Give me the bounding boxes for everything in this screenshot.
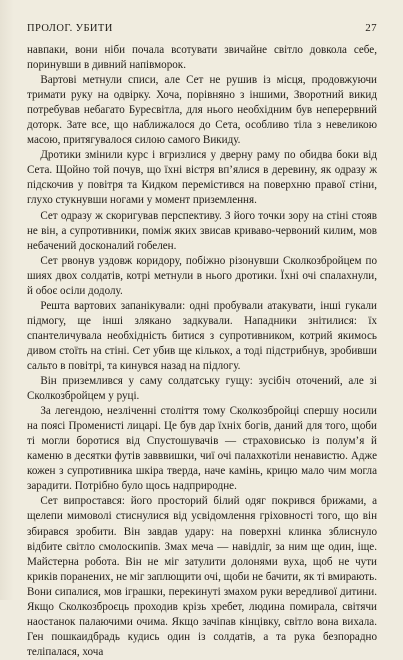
paragraph: Сет випростався: його просторий білий одяг покрився брижами, а щелепи мимоволі стиснулися від усвідомлення гріховності того, що він збирався зробити. Він завдав удару: на поверхні клинка зблиснуло відбите світло смолоскипів. Змах меча — навідліг, за ним ще один, іще. Майстерна робота. Він не міг затулити долонями вуха, щоб не чути криків поранених, не міг заплющити очі, щоби не бачити, як ті вмирають. Вони сипалися, мов іграшки, перекинуті змахом руки вередливої дитини. Якщо Сколкозброєць проходив крізь хребет, людина помирала, світячи наостанок палаючими очима. Якщо зачіпав кінцівку, світло вона вихала. Ген пошкаидбрадь кудись один із солдатів, а та рука безпорадно теліпалася, хоча (27, 495, 377, 658)
running-header (27, 22, 377, 34)
page-number: 27 (365, 22, 377, 34)
paragraph: Вартові метнули списи, але Сет не рушив із місця, продовжуючи тримати руку на одвірку. Хоча, порівняно з іншими, Зворотний викид потребував небагато Буресвітла, для нього необхідним був неперервний доторк. Зате все, що наближалося до Сета, особливо тіла з невеликою масою, притягувалося силою самого Викиду. (27, 74, 377, 147)
paragraph: За легендою, незліченні століття тому Сколкозбройці спершу носили на поясі Променисті лицарі. Це був дар їхніх богів, даний для того, щоби ті могли боротися від Спустошувачів — страховисько із полум’я й каменю в десятки футів завввишки, чиї очі палахкотіли ненавистю. Адже кожен з супротивника шкіра тверда, наче камінь, крицю мало чим могла зарадити. Потрібно було щось надприродне. (27, 405, 377, 493)
paragraph: Він приземлився у саму солдатську гущу: зусібіч оточений, але зі Сколкозбройцем у руці. (27, 375, 377, 403)
running-title: ПРОЛОГ. УБИТИ (27, 23, 113, 34)
paragraph: Сет одразу ж скоригував перспективу. З його точки зору на стіні стояв не він, а супротивники, поміж яких звисав криваво-червоний килим, мов небачений досконалий гобелен. (27, 209, 377, 252)
paragraph: Дротики змінили курс і вгризлися у дверну раму по обидва боки від Сета. Щойно той почув, що їхні вістря вп’ялися в деревину, як одразу ж підскочив у повітря та Кидком перемістився на поверхню правої стіни, глухо стукнувши ногами у момент приземлення. (27, 149, 377, 207)
paragraph: Сет рвонув уздовж коридору, побіжно різонувши Сколкозбройцем по шиях двох солдатів, котрі метнули в нього дротики. Їхні очі спалахнули, й обоє осіли додолу. (27, 254, 377, 297)
paragraph: Решта вартових запанікували: одні пробували атакувати, інші гукали підмогу, ще інші злякано задкували. Нападники знітилися: їх спантеличувала необхідність битися з супротивником, котрий якимось дивом стоїть на стіні. Сет убив ще кількох, а тоді підстрибнув, зробивши сальто в повітрі, та кинувся назад на підлогу. (27, 299, 377, 372)
paragraph: навпаки, вони ніби почала всотувати звичайне світло довкола себе, поринувши в дивний напівморок. (27, 44, 377, 72)
body-text (27, 43, 377, 660)
